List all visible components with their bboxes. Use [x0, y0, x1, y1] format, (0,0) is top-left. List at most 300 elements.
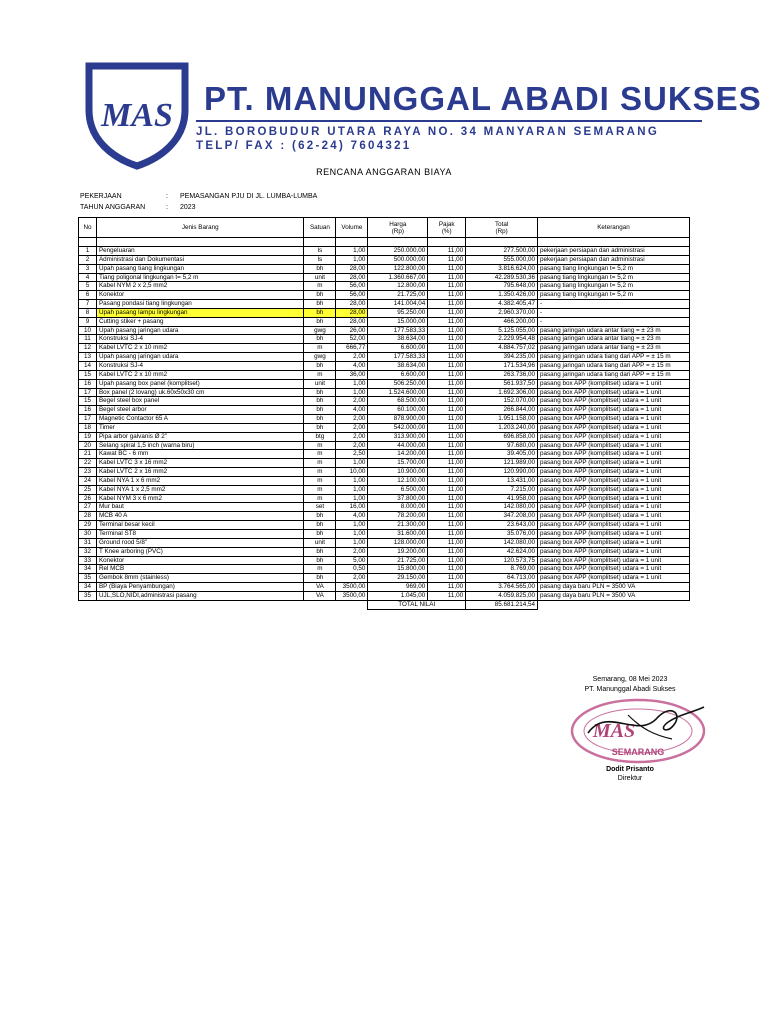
cell-no: 17: [79, 415, 97, 424]
cell-harga: 44.000,00: [368, 441, 428, 450]
cell-pajak: 11,00: [428, 503, 466, 512]
company-stamp: [568, 695, 708, 765]
cell-total: 3.816.624,00: [466, 264, 538, 273]
cell-harga: 21.725,00: [368, 556, 428, 565]
cell-pajak: 11,00: [428, 397, 466, 406]
header-harga-unit: (Rp): [391, 227, 404, 235]
cell-harga: 37.800,00: [368, 494, 428, 503]
cell-jenis: Tiang poligonal lingkungan t= 5,2 m: [96, 273, 303, 282]
cell-jenis: Rel MCB: [96, 565, 303, 574]
cell-volume: 5,00: [336, 556, 368, 565]
cell-total: 1.350.426,00: [466, 291, 538, 300]
cell-harga: 177.583,33: [368, 353, 428, 362]
cell-harga: 6.500,00: [368, 485, 428, 494]
cell-jenis: MCB 40 A: [96, 512, 303, 521]
cell-pajak: 11,00: [428, 326, 466, 335]
cell-pajak: 11,00: [428, 583, 466, 592]
table-row: [79, 459, 690, 468]
document-title: RENCANA ANGGARAN BIAYA: [316, 167, 452, 177]
cell-pajak: 11,00: [428, 273, 466, 282]
table-row: [79, 370, 690, 379]
cell-no: 31: [79, 538, 97, 547]
cell-jenis: Kawat BC - 6 mm: [96, 450, 303, 459]
signer-role: Direktur: [617, 775, 643, 782]
table-row: [79, 565, 690, 574]
cell-no: 16: [79, 379, 97, 388]
cell-no: 18: [79, 423, 97, 432]
cell-volume: 2,00: [336, 574, 368, 583]
cell-keterangan: pasang box APP (komplitset) udara = 1 unit: [538, 530, 690, 539]
cell-pajak: 11,00: [428, 459, 466, 468]
table-row: [79, 547, 690, 556]
cell-volume: 2,00: [336, 441, 368, 450]
cell-volume: 1,00: [336, 379, 368, 388]
signature-company: PT. Manunggal Abadi Sukses: [584, 686, 676, 693]
cell-pajak: 11,00: [428, 441, 466, 450]
cell-keterangan: pasang jaringan udara antar tiang = ± 23 m: [538, 344, 690, 353]
cell-keterangan: pasang box APP (komplitset) udara = 1 unit: [538, 379, 690, 388]
cell-jenis: Upah pasang tiang lingkungan: [96, 264, 303, 273]
cell-volume: 16,00: [336, 503, 368, 512]
cell-pajak: 11,00: [428, 282, 466, 291]
cell-harga: 1.360.667,00: [368, 273, 428, 282]
cell-keterangan: pasang box APP (komplitset) udara = 1 unit: [538, 388, 690, 397]
cell-no: 20: [79, 441, 97, 450]
table-row: [79, 353, 690, 362]
table-row: [79, 388, 690, 397]
cell-keterangan: pasang tiang lingkungan t= 5,2 m: [538, 264, 690, 273]
company-telp: TELP/ FAX : (62-24) 7604321: [196, 140, 412, 152]
cell-harga: 19.200,00: [368, 547, 428, 556]
cell-total: 121.989,00: [466, 459, 538, 468]
table-row: [79, 300, 690, 309]
cell-no: 14: [79, 361, 97, 370]
cell-jenis: Upah pasang lampu lingkungan: [96, 308, 303, 317]
cell-volume: 3500,00: [336, 583, 368, 592]
company-name: PT. MANUNGGAL ABADI SUKSES: [204, 80, 762, 117]
cell-no: 5: [79, 282, 97, 291]
cell-no: 30: [79, 530, 97, 539]
signature-block: [560, 675, 700, 695]
cell-no: 27: [79, 503, 97, 512]
cell-pajak: 11,00: [428, 406, 466, 415]
cell-jenis: Kabel NYA 1 x 6 mm2: [96, 476, 303, 485]
logo-text: MAS: [101, 97, 173, 134]
cell-satuan: bh: [304, 388, 336, 397]
cell-total: 277.500,00: [466, 247, 538, 256]
cell-harga: 878.900,00: [368, 415, 428, 424]
cell-volume: 56,00: [336, 282, 368, 291]
cell-satuan: m: [304, 459, 336, 468]
header-volume: Volume: [336, 218, 368, 238]
cell-harga: 95.250,00: [368, 308, 428, 317]
cell-satuan: unit: [304, 538, 336, 547]
cell-satuan: bh: [304, 264, 336, 273]
cell-no: 10: [79, 326, 97, 335]
cell-satuan: bh: [304, 291, 336, 300]
cell-harga: 60.100,00: [368, 406, 428, 415]
cell-total: 4.884.757,02: [466, 344, 538, 353]
cell-volume: 28,00: [336, 308, 368, 317]
cell-keterangan: pasang tiang lingkungan t= 5,2 m: [538, 291, 690, 300]
cell-total: 5.125.055,00: [466, 326, 538, 335]
cell-satuan: bh: [304, 317, 336, 326]
cell-satuan: VA: [304, 583, 336, 592]
cell-pajak: 11,00: [428, 565, 466, 574]
cell-harga: 15.800,00: [368, 565, 428, 574]
cell-volume: 2,00: [336, 353, 368, 362]
cell-keterangan: pasang box APP (komplitset) udara = 1 unit: [538, 432, 690, 441]
cell-satuan: bh: [304, 556, 336, 565]
cell-pajak: 11,00: [428, 547, 466, 556]
cell-satuan: m: [304, 344, 336, 353]
cell-pajak: 11,00: [428, 415, 466, 424]
cell-satuan: bh: [304, 397, 336, 406]
cell-pajak: 11,00: [428, 264, 466, 273]
cell-pajak: 11,00: [428, 379, 466, 388]
cell-jenis: Terminal ST8: [96, 530, 303, 539]
colon: :: [166, 204, 168, 211]
header-total-label: Total: [494, 220, 509, 228]
cell-satuan: bh: [304, 406, 336, 415]
cell-satuan: bh: [304, 361, 336, 370]
cell-jenis: Konstruksi SJ-4: [96, 335, 303, 344]
cell-total: 8.769,00: [466, 565, 538, 574]
cell-no: 34: [79, 565, 97, 574]
cell-volume: 1,00: [336, 521, 368, 530]
cell-volume: 1,00: [336, 485, 368, 494]
cell-harga: 21.725,00: [368, 291, 428, 300]
cell-jenis: Cutting stiker + pasang: [96, 317, 303, 326]
cell-jenis: Administrasi dan Dokumentasi: [96, 255, 303, 264]
cell-satuan: btg: [304, 432, 336, 441]
cell-harga: 15.000,00: [368, 317, 428, 326]
cell-jenis: Magnetic Contactor 65 A: [96, 415, 303, 424]
cell-jenis: Upah pasang jaringan udara: [96, 353, 303, 362]
cell-satuan: bh: [304, 512, 336, 521]
cell-harga: 313.900,00: [368, 432, 428, 441]
cell-keterangan: pasang box APP (komplitset) udara = 1 unit: [538, 538, 690, 547]
cell-no: 23: [79, 468, 97, 477]
cell-total: 3.764.565,00: [466, 583, 538, 592]
tahun-label: TAHUN ANGGARAN: [80, 204, 146, 211]
stamp-city: SEMARANG: [611, 747, 665, 757]
table-row: [79, 521, 690, 530]
cell-keterangan: pasang box APP (komplitset) udara = 1 unit: [538, 476, 690, 485]
cell-satuan: m: [304, 370, 336, 379]
header-pajak-unit: (%): [441, 227, 452, 235]
cell-keterangan: pasang jaringan udara tiang dari APP = ± 15 m: [538, 370, 690, 379]
cell-satuan: unit: [304, 273, 336, 282]
table-row: [79, 255, 690, 264]
cell-volume: 1,00: [336, 494, 368, 503]
table-row: [79, 441, 690, 450]
table-row: [79, 538, 690, 547]
colon: :: [166, 193, 168, 200]
cell-keterangan: pasang box APP (komplitset) udara = 1 unit: [538, 423, 690, 432]
cell-total: 2.960.370,00: [466, 308, 538, 317]
cell-total: 39.405,00: [466, 450, 538, 459]
table-row: [79, 379, 690, 388]
cell-volume: 28,00: [336, 317, 368, 326]
cell-satuan: bh: [304, 308, 336, 317]
cell-total: 7.215,00: [466, 485, 538, 494]
header-pajak: [428, 218, 466, 238]
cell-total: 1.203.240,00: [466, 423, 538, 432]
cell-satuan: bh: [304, 521, 336, 530]
table-row: [79, 530, 690, 539]
cell-keterangan: pekerjaan persiapan dan administrasi: [538, 247, 690, 256]
cell-volume: 2,00: [336, 415, 368, 424]
cell-satuan: m: [304, 565, 336, 574]
header-total: [466, 218, 538, 238]
header-total-unit: (Rp): [495, 227, 508, 235]
cell-keterangan: pekerjaan persiapan dan administrasi: [538, 255, 690, 264]
table-row: [79, 485, 690, 494]
cell-pajak: 11,00: [428, 247, 466, 256]
table-row: [79, 494, 690, 503]
cell-keterangan: pasang daya baru PLN = 3500 VA: [538, 583, 690, 592]
table-row: [79, 317, 690, 326]
table-row: [79, 264, 690, 273]
cell-satuan: m: [304, 476, 336, 485]
cell-total: 561.937,50: [466, 379, 538, 388]
cell-no: 9: [79, 317, 97, 326]
header-no: No: [79, 218, 97, 238]
cell-volume: 56,00: [336, 291, 368, 300]
cell-volume: 4,00: [336, 406, 368, 415]
cell-jenis: BP (Biaya Penyambungan): [96, 583, 303, 592]
cell-total: 142.080,00: [466, 503, 538, 512]
cell-satuan: ls: [304, 255, 336, 264]
cell-satuan: m: [304, 468, 336, 477]
cell-pajak: 11,00: [428, 494, 466, 503]
cell-volume: 2,00: [336, 547, 368, 556]
cell-jenis: Box panel (2 lovang) uk.60x50x30 cm: [96, 388, 303, 397]
header-pajak-label: Pajak: [438, 220, 455, 228]
cell-pajak: 11,00: [428, 450, 466, 459]
cell-satuan: bh: [304, 574, 336, 583]
cell-keterangan: pasang box APP (komplitset) udara = 1 unit: [538, 468, 690, 477]
cell-no: 21: [79, 450, 97, 459]
cell-keterangan: pasang tiang lingkungan t= 5,2 m: [538, 273, 690, 282]
cell-total: 263.736,00: [466, 370, 538, 379]
cell-harga: 128.000,00: [368, 538, 428, 547]
cell-harga: 6.600,00: [368, 370, 428, 379]
signer: [560, 765, 700, 783]
cell-total: 2.229.954,48: [466, 335, 538, 344]
cell-jenis: Timer: [96, 423, 303, 432]
cell-no: 7: [79, 300, 97, 309]
cell-volume: 1,00: [336, 255, 368, 264]
total-row: [79, 600, 690, 609]
cell-keterangan: pasang jaringan udara tiang dari APP = ± 15 m: [538, 361, 690, 370]
cell-no: 35: [79, 591, 97, 600]
cell-harga: 8.000,00: [368, 503, 428, 512]
cell-jenis: Terminal besar kecil: [96, 521, 303, 530]
cell-volume: 2,50: [336, 450, 368, 459]
cell-no: 33: [79, 556, 97, 565]
cell-keterangan: pasang jaringan udara tiang dari APP = ± 15 m: [538, 353, 690, 362]
cell-keterangan: pasang box APP (komplitset) udara = 1 unit: [538, 415, 690, 424]
cell-total: 4.382.405,47: [466, 300, 538, 309]
cell-volume: 666,77: [336, 344, 368, 353]
table-row: [79, 591, 690, 600]
stamp-logo: MAS: [592, 720, 636, 742]
table-header: [79, 218, 690, 238]
cell-keterangan: pasang box APP (komplitset) udara = 1 unit: [538, 512, 690, 521]
cell-harga: 14.200,00: [368, 450, 428, 459]
cell-total: 42.624,00: [466, 547, 538, 556]
cell-pajak: 11,00: [428, 308, 466, 317]
cell-harga: 177.583,33: [368, 326, 428, 335]
cell-no: 24: [79, 476, 97, 485]
cell-harga: 10.900,00: [368, 468, 428, 477]
cell-total: 4.059.825,00: [466, 591, 538, 600]
cell-satuan: VA: [304, 591, 336, 600]
cell-total: 64.713,00: [466, 574, 538, 583]
table-row: [79, 291, 690, 300]
cell-volume: 28,00: [336, 273, 368, 282]
cell-satuan: m: [304, 282, 336, 291]
table-row: [79, 423, 690, 432]
company-logo: [83, 58, 191, 170]
spacer-row: [79, 238, 690, 247]
cell-no: 29: [79, 521, 97, 530]
cell-jenis: Pipa arbor galvanis Ø 2": [96, 432, 303, 441]
table-row: [79, 574, 690, 583]
cell-satuan: set: [304, 503, 336, 512]
cell-keterangan: -: [538, 317, 690, 326]
cell-keterangan: pasang tiang lingkungan t= 5,2 m: [538, 282, 690, 291]
cell-keterangan: pasang box APP (komplitset) udara = 1 unit: [538, 459, 690, 468]
cell-harga: 969,00: [368, 583, 428, 592]
tahun-value: 2023: [180, 204, 196, 211]
cell-harga: 29.150,00: [368, 574, 428, 583]
cell-satuan: bh: [304, 530, 336, 539]
cell-satuan: ls: [304, 247, 336, 256]
cell-jenis: Begel steel box panel: [96, 397, 303, 406]
table-row: [79, 406, 690, 415]
cell-total: 347.208,00: [466, 512, 538, 521]
cell-total: 13.431,00: [466, 476, 538, 485]
project-info: [78, 190, 323, 214]
cell-no: 4: [79, 273, 97, 282]
cell-volume: 10,00: [336, 468, 368, 477]
cell-volume: 1,00: [336, 530, 368, 539]
cell-volume: 1,00: [336, 388, 368, 397]
table-row: [79, 476, 690, 485]
cell-jenis: Kabel LVTC 2 x 10 mm2: [96, 344, 303, 353]
cell-pajak: 11,00: [428, 512, 466, 521]
cell-satuan: m: [304, 485, 336, 494]
cell-total: 41.958,00: [466, 494, 538, 503]
cell-satuan: bh: [304, 300, 336, 309]
cell-jenis: Pasang pondasi tiang lingkungan: [96, 300, 303, 309]
cell-keterangan: pasang box APP (komplitset) udara = 1 unit: [538, 547, 690, 556]
cell-harga: 6.600,00: [368, 344, 428, 353]
cell-harga: 12.800,00: [368, 282, 428, 291]
company-address: JL. BOROBUDUR UTARA RAYA NO. 34 MANYARAN SEMARANG: [196, 126, 660, 138]
cell-no: 26: [79, 494, 97, 503]
cell-harga: 15.700,00: [368, 459, 428, 468]
cell-jenis: Ground rood 5/8": [96, 538, 303, 547]
cell-total: 120.573,75: [466, 556, 538, 565]
cell-volume: 28,00: [336, 300, 368, 309]
cell-keterangan: -: [538, 300, 690, 309]
cell-jenis: Konektor: [96, 556, 303, 565]
cell-keterangan: pasang box APP (komplitset) udara = 1 unit: [538, 450, 690, 459]
cell-satuan: bh: [304, 335, 336, 344]
cell-harga: 250.000,00: [368, 247, 428, 256]
cell-satuan: bh: [304, 423, 336, 432]
cell-harga: 500.000,00: [368, 255, 428, 264]
cell-no: 1: [79, 247, 97, 256]
table-row: [79, 361, 690, 370]
header-divider: [196, 120, 702, 122]
table-row: [79, 308, 690, 317]
table-row: [79, 583, 690, 592]
cell-no: 35: [79, 574, 97, 583]
cell-volume: 4,00: [336, 361, 368, 370]
table-row: [79, 512, 690, 521]
cell-harga: 12.100,00: [368, 476, 428, 485]
cell-total: 795.648,00: [466, 282, 538, 291]
cell-no: 16: [79, 406, 97, 415]
cell-pajak: 11,00: [428, 574, 466, 583]
cell-pajak: 11,00: [428, 476, 466, 485]
cell-harga: 21.300,00: [368, 521, 428, 530]
cell-keterangan: pasang box APP (komplitset) udara = 1 unit: [538, 574, 690, 583]
cell-harga: 141.004,04: [368, 300, 428, 309]
cell-total: 394.235,00: [466, 353, 538, 362]
cell-jenis: Kabel NYM 3 x 6 mm2: [96, 494, 303, 503]
cell-pajak: 11,00: [428, 530, 466, 539]
cell-harga: 68.500,00: [368, 397, 428, 406]
cell-satuan: bh: [304, 547, 336, 556]
header-keterangan: Keterangan: [538, 218, 690, 238]
cell-pajak: 11,00: [428, 591, 466, 600]
cell-jenis: Konektor: [96, 291, 303, 300]
cell-keterangan: pasang box APP (komplitset) udara = 1 unit: [538, 503, 690, 512]
cell-satuan: gwg: [304, 326, 336, 335]
total-label: TOTAL NILAI: [368, 600, 466, 609]
cell-harga: 542.000,00: [368, 423, 428, 432]
cell-jenis: Pengeluaran: [96, 247, 303, 256]
cell-harga: 1.045,00: [368, 591, 428, 600]
cell-total: 266.844,00: [466, 406, 538, 415]
cell-pajak: 11,00: [428, 538, 466, 547]
cell-volume: 1,00: [336, 538, 368, 547]
header-harga: [368, 218, 428, 238]
cell-volume: 1,00: [336, 247, 368, 256]
cell-pajak: 11,00: [428, 335, 466, 344]
cell-volume: 2,00: [336, 423, 368, 432]
cell-keterangan: -: [538, 308, 690, 317]
cell-jenis: T Knee arboring (PVC): [96, 547, 303, 556]
signer-name: Dodit Prisanto: [606, 766, 654, 773]
cell-keterangan: pasang box APP (komplitset) udara = 1 unit: [538, 397, 690, 406]
table-row: [79, 344, 690, 353]
budget-table: [78, 217, 690, 610]
cell-pajak: 11,00: [428, 468, 466, 477]
cell-no: 12: [79, 344, 97, 353]
table-row: [79, 503, 690, 512]
cell-jenis: Konstruksi SJ-4: [96, 361, 303, 370]
cell-pajak: 11,00: [428, 361, 466, 370]
cell-jenis: Kabel NYM 2 x 2,5 mm2: [96, 282, 303, 291]
cell-satuan: m: [304, 450, 336, 459]
